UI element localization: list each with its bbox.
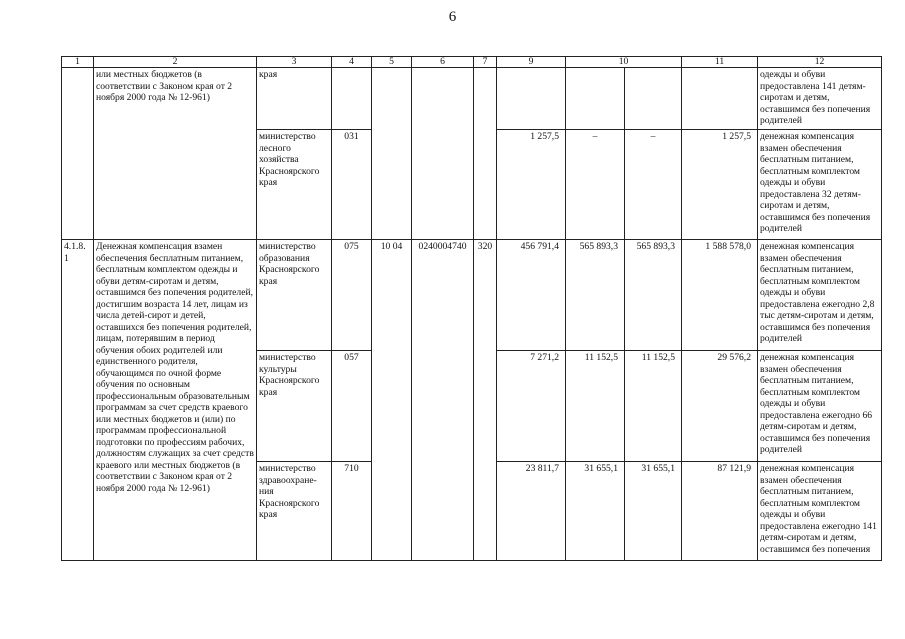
agency-cell: края <box>257 68 332 130</box>
value-cell: 11 152,5 <box>566 351 625 462</box>
header-cell: 2 <box>94 57 257 68</box>
description-cell: или местных бюджетов (в соответствии с Законом края от 2 ноября 2000 года № 12-961) <box>94 68 257 240</box>
table-row <box>62 240 882 351</box>
result-cell: одежды и обуви предоставлена 141 детям-сиротам и детям, оставшимся без попечения родителей <box>758 68 882 130</box>
agency-cell: министерство лесного хозяйства Красноярского края <box>257 130 332 240</box>
code-cell: 057 <box>332 351 372 462</box>
value-cell: – <box>566 130 625 240</box>
header-cell: 1 <box>62 57 94 68</box>
table-header-row <box>62 57 882 68</box>
value-cell: 1 257,5 <box>682 130 758 240</box>
value-cell: 1 257,5 <box>497 130 566 240</box>
header-cell: 6 <box>412 57 474 68</box>
agency-cell: министерство образования Красноярского края <box>257 240 332 351</box>
code-cell: 710 <box>332 462 372 561</box>
code-cell: 031 <box>332 130 372 240</box>
value-cell: 31 655,1 <box>566 462 625 561</box>
header-cell: 12 <box>758 57 882 68</box>
value-cell <box>566 68 625 130</box>
value-cell <box>625 68 682 130</box>
result-cell: денежная компенсация взамен обеспечения бесплатным питанием, бесплатным комплектом одежды и обуви предоставлена ежегодно 141 детям-сиротам и детям, оставшимся без попечения <box>758 462 882 561</box>
value-cell: 29 576,2 <box>682 351 758 462</box>
result-cell: денежная компенсация взамен обеспечения бесплатным питанием, бесплатным комплектом одежды и обуви предоставлена ежегодно 2,8 тыс детям-сиротам и детям, оставшимся без попечения родителей <box>758 240 882 351</box>
header-cell: 11 <box>682 57 758 68</box>
section-cell: 10 04 <box>372 240 412 561</box>
value-cell: 87 121,9 <box>682 462 758 561</box>
value-cell: 11 152,5 <box>625 351 682 462</box>
header-cell: 5 <box>372 57 412 68</box>
value-cell: 456 791,4 <box>497 240 566 351</box>
description-cell: Денежная компенсация взамен обеспечения бесплатным питанием, бесплатным комплектом одежды и обуви детям-сиротам и детям, оставшимся без попечения родителей, достигшим возраста 14 лет, лицам из числа детей-сирот и детей, оставшихся без попечения родителей, лицам, потерявшим в период обучения обоих родителей или единственного родителя, обучающимся по очной форме обучения по основным профессиональным образовательным программам за счет средств краевого или местных бюджетов и (или) по программам профессиональной подготовки по профессиям рабочих, должностям служащих за счет средств краевого или местных бюджетов (в соответствии с Законом края от 2 ноября 2000 года № 12-961) <box>94 240 257 561</box>
value-cell: 565 893,3 <box>625 240 682 351</box>
header-cell: 9 <box>497 57 566 68</box>
value-cell <box>497 68 566 130</box>
header-cell: 4 <box>332 57 372 68</box>
value-cell: 23 811,7 <box>497 462 566 561</box>
target-article-cell: 0240004740 <box>412 240 474 561</box>
target-article-cell <box>412 68 474 240</box>
agency-cell: министерство культуры Красноярского края <box>257 351 332 462</box>
header-cell: 7 <box>474 57 497 68</box>
code-cell <box>332 68 372 130</box>
header-cell: 3 <box>257 57 332 68</box>
budget-table <box>61 56 882 561</box>
value-cell: 31 655,1 <box>625 462 682 561</box>
result-cell: денежная компенсация взамен обеспечения бесплатным питанием, бесплатным комплектом одежды и обуви предоставлена ежегодно 66 детям-сиротам и детям, оставшимся без попечения родителей <box>758 351 882 462</box>
result-cell: денежная компенсация взамен обеспечения бесплатным питанием, бесплатным комплектом одежды и обуви предоставлена 32 детям-сиротам и детям, оставшимся без попечения родителей <box>758 130 882 240</box>
expense-type-cell <box>474 68 497 240</box>
value-cell: 1 588 578,0 <box>682 240 758 351</box>
code-cell: 075 <box>332 240 372 351</box>
row-number-cell: 4.1.8. 1 <box>62 240 94 561</box>
expense-type-cell: 320 <box>474 240 497 561</box>
value-cell: 565 893,3 <box>566 240 625 351</box>
agency-cell: министерство здравоохране-ния Красноярского края <box>257 462 332 561</box>
table-row <box>62 68 882 130</box>
row-number-cell <box>62 68 94 240</box>
page-number: 6 <box>448 9 457 25</box>
header-cell: 10 <box>566 57 682 68</box>
value-cell: 7 271,2 <box>497 351 566 462</box>
value-cell: – <box>625 130 682 240</box>
value-cell <box>682 68 758 130</box>
section-cell <box>372 68 412 240</box>
